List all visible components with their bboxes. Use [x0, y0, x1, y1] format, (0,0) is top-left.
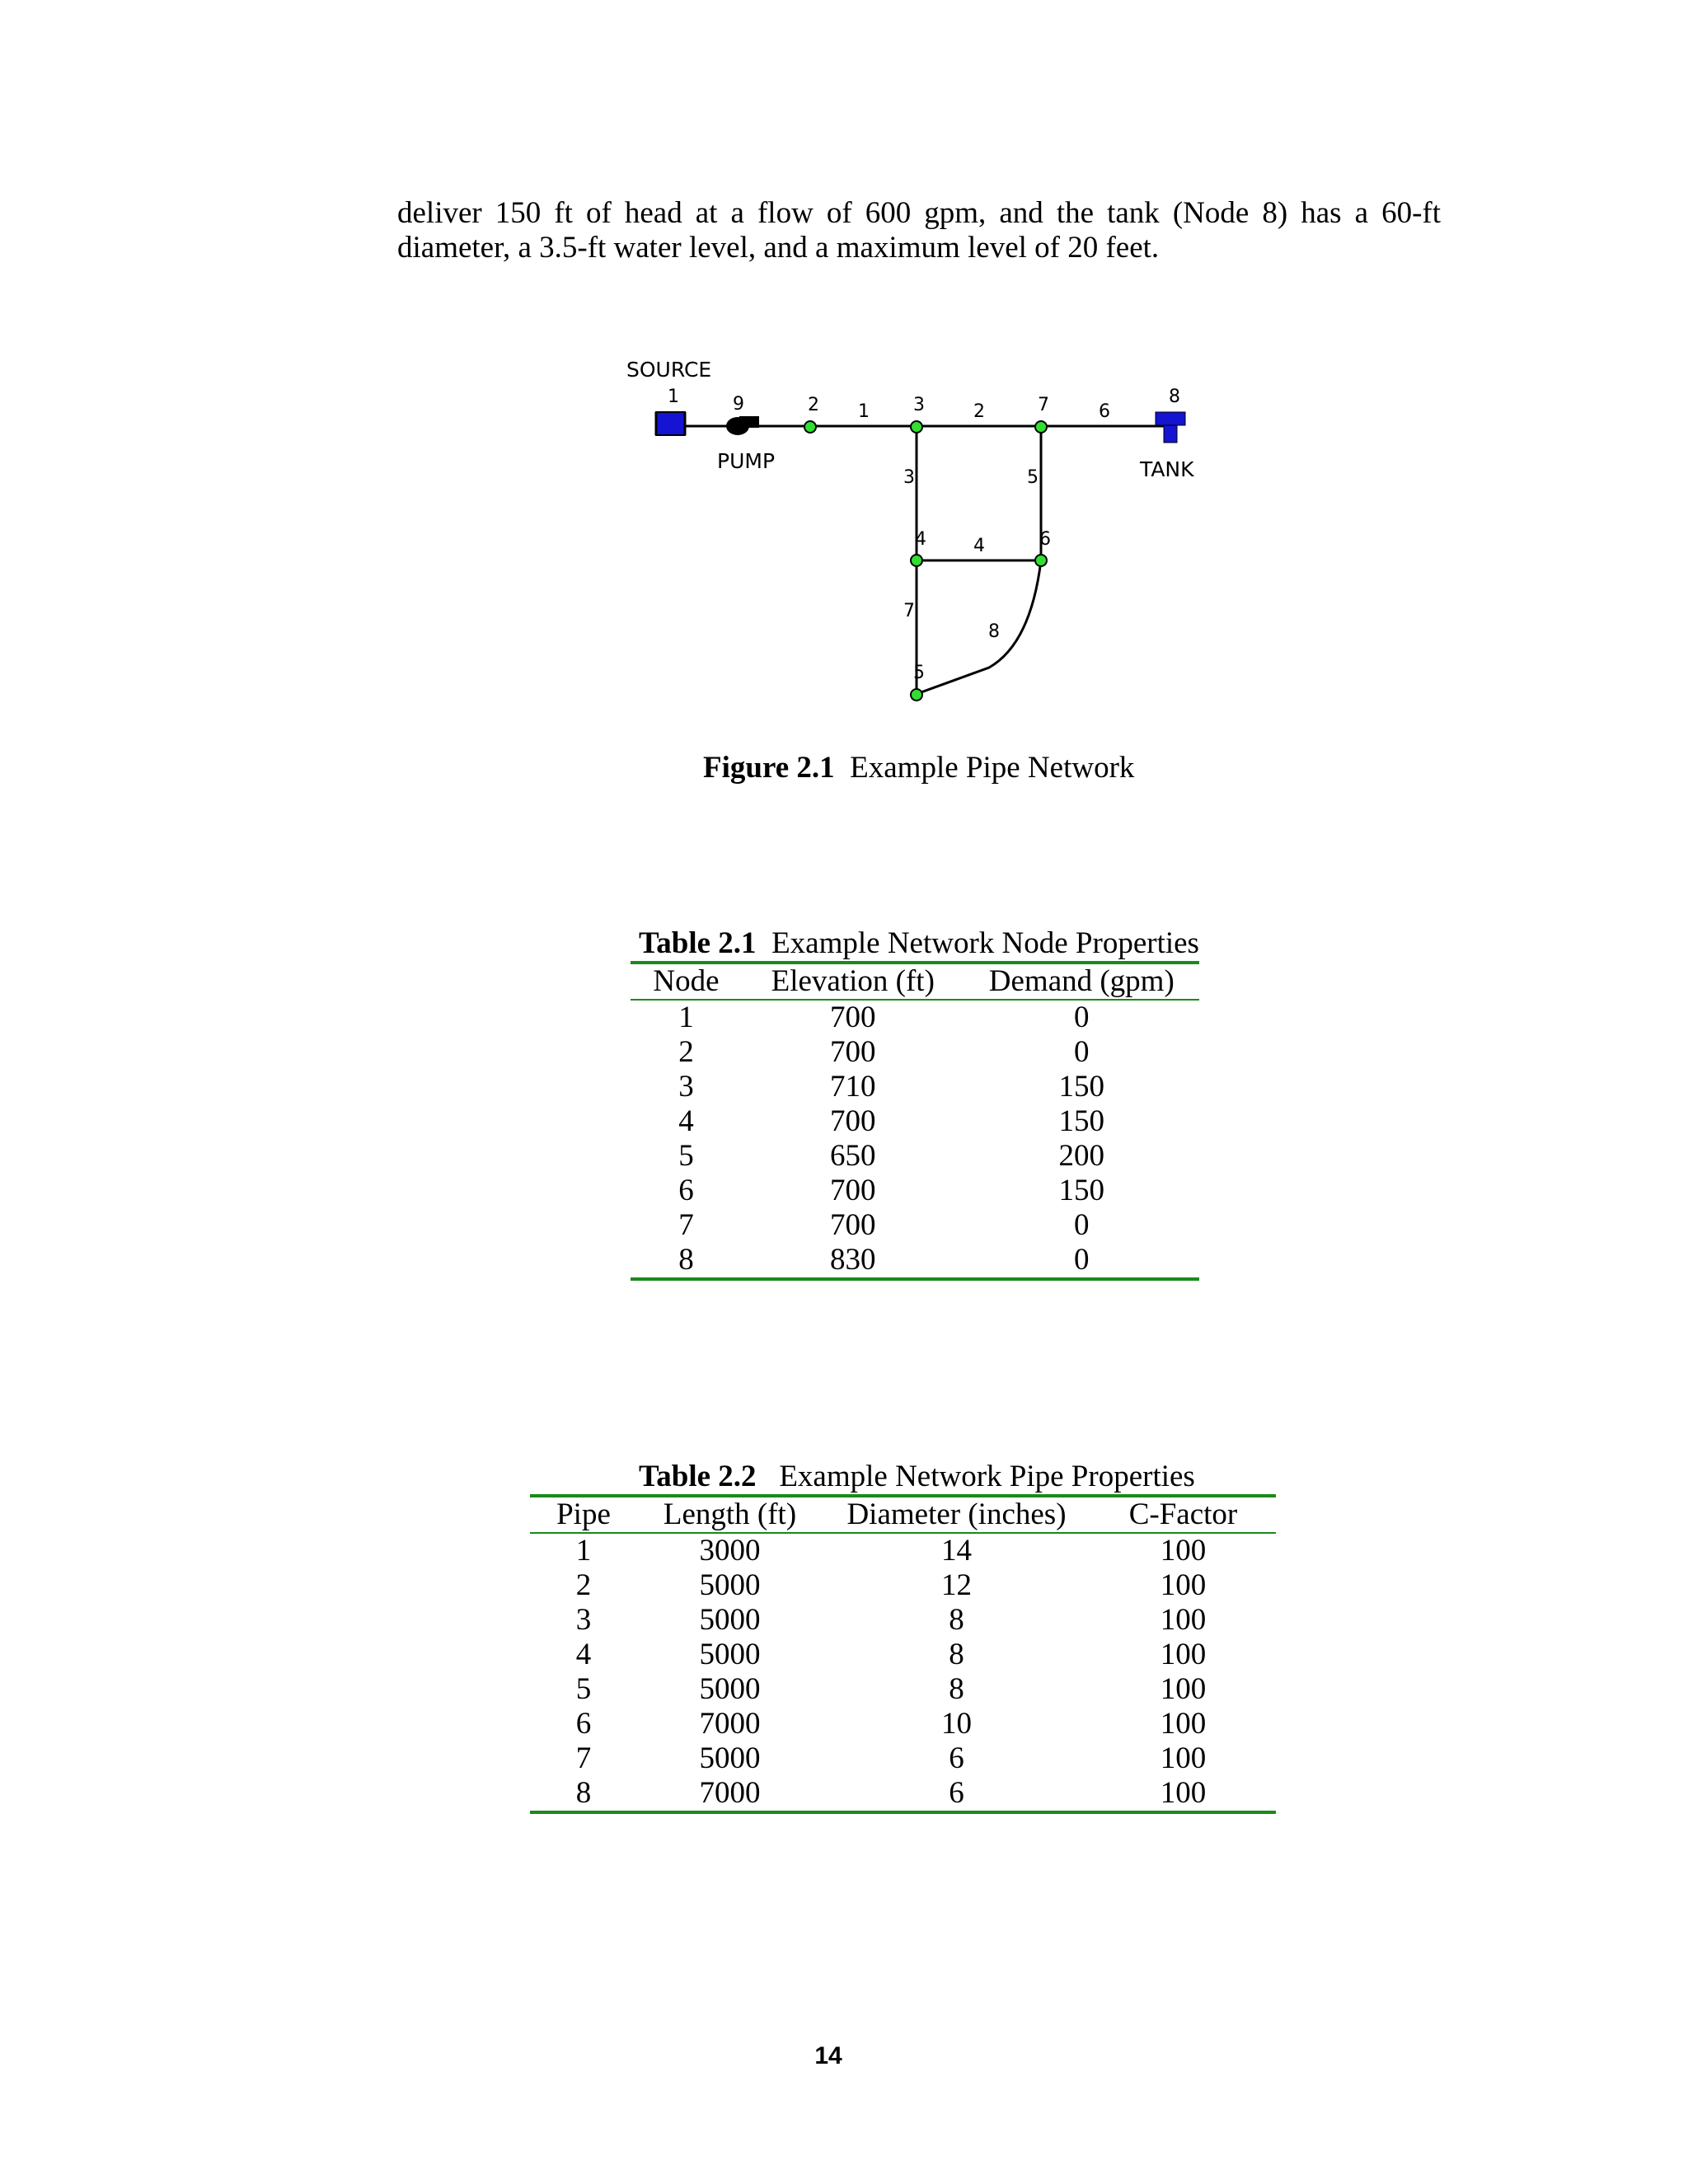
table-cell: 100: [1160, 1534, 1207, 1568]
table-cell: 8: [530, 1776, 637, 1812]
table-cell: 700: [830, 1035, 876, 1069]
table-cell: 100: [1090, 1776, 1276, 1812]
table-cell: 3: [678, 1070, 694, 1104]
table-cell: 700: [830, 1001, 876, 1034]
junction-node-5: [911, 689, 922, 701]
table-cell: 5: [678, 1139, 694, 1173]
table-cell: 6: [823, 1776, 1090, 1812]
table-cell: 5000: [699, 1741, 761, 1775]
table-cell: 14: [941, 1534, 972, 1568]
table-cell: 2: [575, 1568, 592, 1602]
paragraph-line-2: diameter, a 3.5-ft water level, and a maximum level of 20 feet.: [397, 231, 1160, 265]
table-row: [631, 1070, 1199, 1104]
table-cell: 100: [1160, 1638, 1207, 1671]
table-cell: 650: [830, 1139, 876, 1173]
source-label: SOURCE: [626, 358, 712, 382]
table-cell: 1: [575, 1534, 592, 1568]
table-row: [530, 1638, 1276, 1672]
table1-header: Elevation (ft): [742, 963, 964, 1000]
table-cell: 5: [575, 1672, 592, 1706]
table-cell: 7: [575, 1741, 592, 1775]
node-label-2: 2: [808, 395, 819, 415]
table-row: [530, 1672, 1276, 1707]
table-cell: 4: [575, 1638, 592, 1671]
figure-caption-text: Example Pipe Network: [850, 751, 1135, 785]
table2-header: Diameter (inches): [823, 1496, 1090, 1533]
table-cell: 100: [1160, 1707, 1207, 1741]
table-cell: 1: [678, 1001, 694, 1034]
table-cell: 8: [949, 1603, 964, 1637]
pipe-8: [917, 560, 1041, 694]
table2-caption: [530, 1460, 1276, 1496]
node-properties-table: [631, 926, 1199, 1281]
pipe-label-7: 7: [903, 601, 915, 621]
table2-header: C-Factor: [1090, 1496, 1276, 1533]
table-row: [631, 1000, 1199, 1035]
table-cell: 0: [1074, 1035, 1090, 1069]
table-cell: 8: [631, 1243, 742, 1279]
table-cell: 700: [830, 1174, 876, 1207]
table1-caption: [631, 926, 1199, 963]
table-row: [530, 1568, 1276, 1603]
figure-caption-number: Figure 2.1: [703, 751, 835, 785]
table-cell: 7: [678, 1208, 694, 1242]
pipe-label-8: 8: [988, 621, 1000, 642]
table-row: [631, 1174, 1199, 1208]
table-cell: 3: [575, 1603, 592, 1637]
table-cell: 6: [949, 1741, 964, 1775]
table-row: [530, 1741, 1276, 1776]
table2-caption-text: Example Network Pipe Properties: [779, 1460, 1195, 1493]
table-row: [530, 1533, 1276, 1568]
table1-header: Demand (gpm): [964, 963, 1199, 1000]
table-cell: 100: [1160, 1603, 1207, 1637]
table-row: [530, 1707, 1276, 1741]
junction-node-7: [1035, 421, 1047, 433]
tank-label: TANK: [1140, 457, 1194, 481]
table-cell: 700: [830, 1208, 876, 1242]
table-cell: 0: [964, 1243, 1199, 1279]
table-cell: 0: [1074, 1001, 1090, 1034]
table-cell: 2: [678, 1035, 694, 1069]
node-label-9: 9: [733, 394, 744, 415]
pump-icon: [726, 416, 759, 435]
pipe-label-2: 2: [973, 401, 985, 422]
table-row: [631, 1139, 1199, 1174]
node-label-3: 3: [913, 395, 925, 415]
table-cell: 7000: [637, 1776, 823, 1812]
node-label-4: 4: [915, 529, 926, 550]
figure-caption: [703, 750, 1134, 785]
table-cell: 5000: [699, 1568, 761, 1602]
table-row: [631, 1035, 1199, 1070]
table-cell: 12: [941, 1568, 972, 1602]
table2-caption-number: Table 2.2: [639, 1460, 757, 1493]
table-row: [631, 1243, 1199, 1279]
node-label-1: 1: [668, 387, 679, 407]
junction-node-4: [911, 555, 922, 566]
pipe-label-6: 6: [1099, 401, 1110, 422]
table-cell: 700: [830, 1104, 876, 1138]
junction-node-3: [911, 421, 922, 433]
table-row: [530, 1776, 1276, 1812]
table-cell: 710: [830, 1070, 876, 1104]
table-cell: 5000: [699, 1672, 761, 1706]
table-cell: 8: [949, 1672, 964, 1706]
table-cell: 4: [678, 1104, 694, 1138]
table-row: [631, 1104, 1199, 1139]
table1-header: Node: [631, 963, 742, 1000]
table2-header: Length (ft): [637, 1496, 823, 1533]
table-cell: 0: [1074, 1208, 1090, 1242]
pipe-network-diagram: [0, 0, 1688, 742]
node-label-6: 6: [1039, 529, 1051, 550]
pipe-label-3: 3: [903, 467, 915, 488]
table-cell: 100: [1160, 1741, 1207, 1775]
table-cell: 100: [1160, 1568, 1207, 1602]
pipe-label-4: 4: [973, 536, 985, 556]
table-cell: 5000: [699, 1638, 761, 1671]
table1-caption-number: Table 2.1: [639, 926, 757, 960]
table-cell: 150: [1058, 1070, 1105, 1104]
table-cell: 8: [949, 1638, 964, 1671]
table-cell: 3000: [699, 1534, 761, 1568]
table-cell: 6: [575, 1707, 592, 1741]
table-cell: 7000: [699, 1707, 761, 1741]
table-cell: 100: [1160, 1672, 1207, 1706]
node-label-8: 8: [1169, 387, 1180, 407]
table-cell: 10: [941, 1707, 972, 1741]
table-cell: 5000: [699, 1603, 761, 1637]
pump-label: PUMP: [717, 449, 776, 473]
table-cell: 200: [1058, 1139, 1105, 1173]
junction-node-2: [804, 421, 816, 433]
table-cell: 830: [742, 1243, 964, 1279]
pipe-label-5: 5: [1027, 467, 1039, 488]
junction-node-6: [1035, 555, 1047, 566]
pipe-properties-table: [530, 1460, 1276, 1814]
table-row: [530, 1603, 1276, 1638]
table2-header: Pipe: [530, 1496, 637, 1533]
pipe-label-1: 1: [858, 401, 870, 422]
table-cell: 150: [1058, 1104, 1105, 1138]
page-number: 14: [814, 2042, 842, 2069]
node-label-5: 5: [913, 663, 925, 683]
table-cell: 6: [678, 1174, 694, 1207]
table1-caption-text: Example Network Node Properties: [771, 926, 1199, 960]
table-cell: 150: [1058, 1174, 1105, 1207]
node-label-7: 7: [1038, 395, 1049, 415]
table-row: [631, 1208, 1199, 1243]
paragraph-line-1: deliver 150 ft of head at a flow of 600 gpm, and the tank (Node 8) has a 60-ft: [397, 196, 1441, 230]
source-reservoir-icon: [656, 412, 685, 435]
